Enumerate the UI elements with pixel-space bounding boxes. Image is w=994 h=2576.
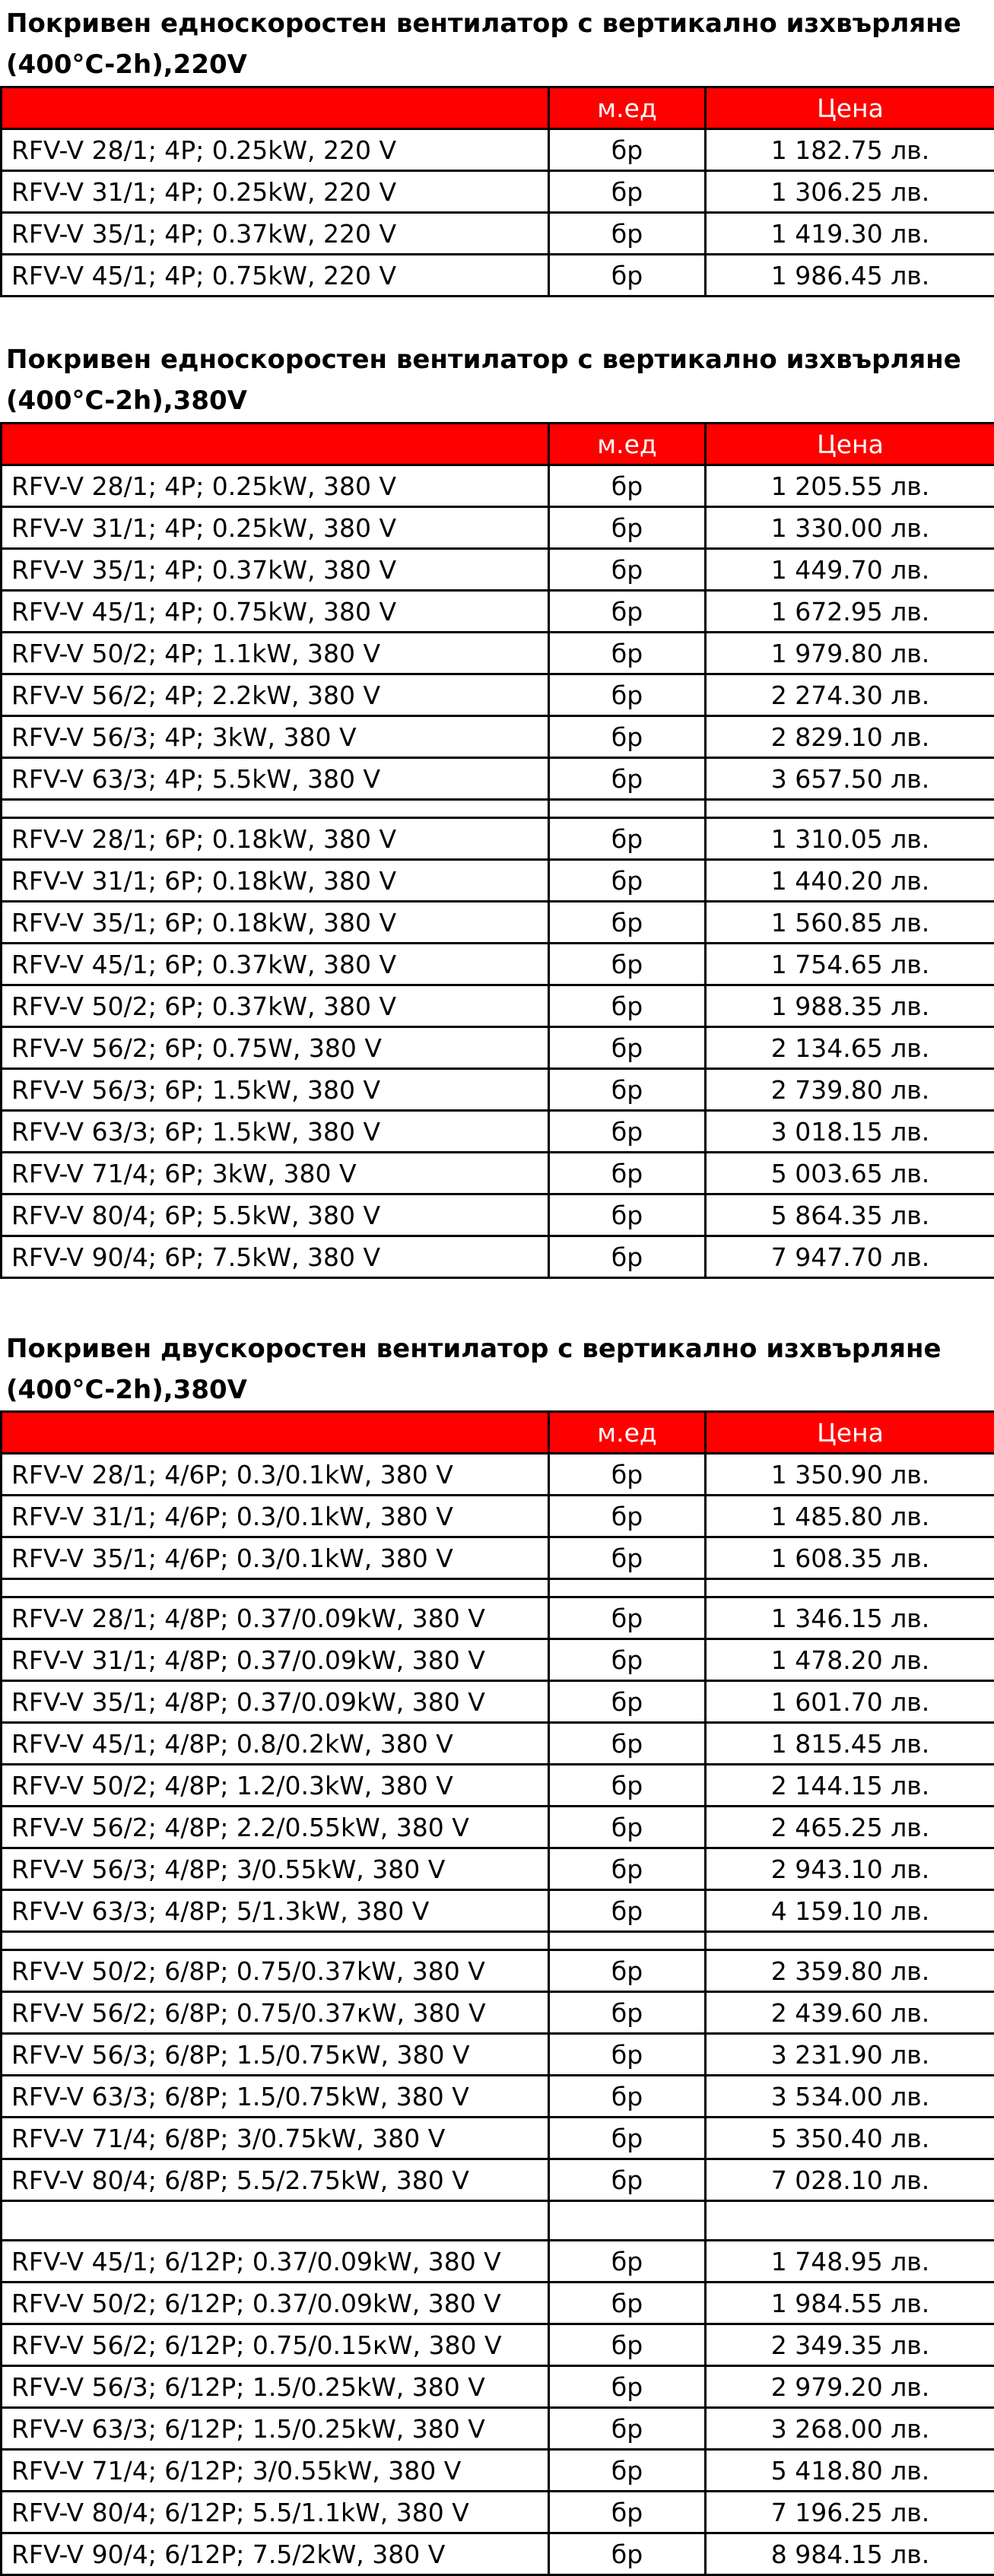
price-cell: 1 478.20 лв. <box>706 1639 994 1681</box>
product-name-cell: RFV-V 35/1; 4/8P; 0.37/0.09kW, 380 V <box>2 1681 549 1723</box>
unit-cell: бр <box>549 549 706 591</box>
price-cell: 1 350.90 лв. <box>706 1454 994 1496</box>
empty-cell <box>549 1579 706 1597</box>
unit-cell: бр <box>549 2118 706 2159</box>
product-name-cell: RFV-V 56/3; 6P; 1.5kW, 380 V <box>2 1069 549 1111</box>
unit-cell: бр <box>549 860 706 902</box>
price-cell: 1 672.95 лв. <box>706 591 994 633</box>
price-cell: 1 485.80 лв. <box>706 1496 994 1537</box>
price-cell: 1 330.00 лв. <box>706 507 994 549</box>
unit-cell: бр <box>549 2159 706 2201</box>
table-row <box>2 1111 994 1153</box>
product-name-cell: RFV-V 56/2; 4P; 2.2kW, 380 V <box>2 674 549 716</box>
product-name-cell: RFV-V 45/1; 4P; 0.75kW, 380 V <box>2 591 549 633</box>
table-row <box>2 1537 994 1579</box>
product-name-cell: RFV-V 50/2; 4P; 1.1kW, 380 V <box>2 633 549 674</box>
unit-cell: бр <box>549 944 706 985</box>
table-row <box>2 1723 994 1765</box>
unit-cell: бр <box>549 1639 706 1681</box>
table-row <box>2 716 994 758</box>
price-cell: 1 984.55 лв. <box>706 2283 994 2324</box>
price-cell: 2 144.15 лв. <box>706 1765 994 1807</box>
unit-cell: бр <box>549 1194 706 1236</box>
price-cell: 1 310.05 лв. <box>706 818 994 860</box>
table-row <box>2 1597 994 1639</box>
product-name-cell: RFV-V 56/3; 4P; 3kW, 380 V <box>2 716 549 758</box>
unit-cell: бр <box>549 2324 706 2366</box>
table-row <box>2 507 994 549</box>
table-row <box>2 591 994 633</box>
table-row <box>2 2366 994 2408</box>
table-row <box>2 902 994 944</box>
unit-cell: бр <box>549 1723 706 1765</box>
product-name-cell: RFV-V 80/4; 6/12P; 5.5/1.1kW, 380 V <box>2 2492 549 2533</box>
unit-cell: бр <box>549 2492 706 2533</box>
product-name-cell: RFV-V 45/1; 6P; 0.37kW, 380 V <box>2 944 549 985</box>
table-row <box>2 2324 994 2366</box>
section-title-1: Покривен едноскоростен вентилатор с вертикално изхвърляне (400°C-2h),220V <box>6 3 987 85</box>
table-row <box>2 1992 994 2034</box>
table-row <box>2 2450 994 2492</box>
price-cell: 1 754.65 лв. <box>706 944 994 985</box>
column-header-unit: м.ед <box>549 1412 706 1454</box>
product-name-cell: RFV-V 35/1; 4P; 0.37kW, 220 V <box>2 213 549 255</box>
unit-cell: бр <box>549 1597 706 1639</box>
unit-cell: бр <box>549 985 706 1027</box>
price-cell: 2 349.35 лв. <box>706 2324 994 2366</box>
empty-cell <box>2 2201 549 2241</box>
table-row <box>2 1069 994 1111</box>
table-row <box>2 2492 994 2533</box>
column-header-name <box>2 1412 549 1454</box>
unit-cell: бр <box>549 1950 706 1992</box>
product-name-cell: RFV-V 50/2; 6P; 0.37kW, 380 V <box>2 985 549 1027</box>
unit-cell: бр <box>549 1153 706 1194</box>
price-cell: 2 465.25 лв. <box>706 1807 994 1848</box>
price-cell: 7 947.70 лв. <box>706 1236 994 1278</box>
table-row <box>2 1950 994 1992</box>
product-name-cell: RFV-V 28/1; 4P; 0.25kW, 380 V <box>2 465 549 507</box>
price-cell: 1 306.25 лв. <box>706 171 994 213</box>
empty-cell <box>2 1579 549 1597</box>
column-header-name <box>2 87 549 129</box>
product-name-cell: RFV-V 56/3; 6/12P; 1.5/0.25kW, 380 V <box>2 2366 549 2408</box>
price-cell: 2 943.10 лв. <box>706 1848 994 1890</box>
empty-cell <box>706 1932 994 1950</box>
unit-cell: бр <box>549 2241 706 2283</box>
table-row <box>2 1236 994 1278</box>
price-cell: 1 449.70 лв. <box>706 549 994 591</box>
price-cell: 2 134.65 лв. <box>706 1027 994 1069</box>
table-row <box>2 2241 994 2283</box>
product-name-cell: RFV-V 28/1; 4/8P; 0.37/0.09kW, 380 V <box>2 1597 549 1639</box>
price-cell: 1 205.55 лв. <box>706 465 994 507</box>
product-name-cell: RFV-V 63/3; 6P; 1.5kW, 380 V <box>2 1111 549 1153</box>
unit-cell: бр <box>549 1807 706 1848</box>
price-table-body <box>2 1412 994 2575</box>
table-row <box>2 1496 994 1537</box>
table-row <box>2 860 994 902</box>
table-row <box>2 1194 994 1236</box>
unit-cell: бр <box>549 674 706 716</box>
unit-cell: бр <box>549 1236 706 1278</box>
unit-cell: бр <box>549 1069 706 1111</box>
unit-cell: бр <box>549 902 706 944</box>
column-header-price: Цена <box>706 87 994 129</box>
price-cell: 2 359.80 лв. <box>706 1950 994 1992</box>
table-row <box>2 2076 994 2118</box>
product-name-cell: RFV-V 80/4; 6/8P; 5.5/2.75kW, 380 V <box>2 2159 549 2201</box>
table-header-row <box>2 87 994 129</box>
unit-cell: бр <box>549 1848 706 1890</box>
price-cell: 2 979.20 лв. <box>706 2366 994 2408</box>
price-cell: 2 739.80 лв. <box>706 1069 994 1111</box>
product-name-cell: RFV-V 35/1; 4/6P; 0.3/0.1kW, 380 V <box>2 1537 549 1579</box>
empty-cell <box>549 1932 706 1950</box>
price-cell: 7 196.25 лв. <box>706 2492 994 2533</box>
table-row <box>2 213 994 255</box>
unit-cell: бр <box>549 2450 706 2492</box>
unit-cell: бр <box>549 171 706 213</box>
unit-cell: бр <box>549 2076 706 2118</box>
product-name-cell: RFV-V 56/2; 6/12P; 0.75/0.15кW, 380 V <box>2 2324 549 2366</box>
table-header-row <box>2 424 994 465</box>
table-row <box>2 1765 994 1807</box>
product-name-cell: RFV-V 63/3; 6/8P; 1.5/0.75kW, 380 V <box>2 2076 549 2118</box>
table-row <box>2 2159 994 2201</box>
price-cell: 1 986.45 лв. <box>706 255 994 297</box>
table-row <box>2 1454 994 1496</box>
unit-cell: бр <box>549 591 706 633</box>
table-row <box>2 1153 994 1194</box>
product-name-cell: RFV-V 28/1; 6P; 0.18kW, 380 V <box>2 818 549 860</box>
table-row <box>2 944 994 985</box>
unit-cell: бр <box>549 255 706 297</box>
price-cell: 1 419.30 лв. <box>706 213 994 255</box>
empty-cell <box>706 2201 994 2241</box>
price-cell: 1 560.85 лв. <box>706 902 994 944</box>
product-name-cell: RFV-V 71/4; 6/8P; 3/0.75kW, 380 V <box>2 2118 549 2159</box>
price-cell: 5 864.35 лв. <box>706 1194 994 1236</box>
price-cell: 1 988.35 лв. <box>706 985 994 1027</box>
price-cell: 5 350.40 лв. <box>706 2118 994 2159</box>
product-name-cell: RFV-V 31/1; 4P; 0.25kW, 220 V <box>2 171 549 213</box>
table-row <box>2 818 994 860</box>
price-cell: 3 657.50 лв. <box>706 758 994 800</box>
table-row <box>2 2034 994 2076</box>
unit-cell: бр <box>549 1890 706 1932</box>
table-row <box>2 1807 994 1848</box>
price-table-3 <box>0 1410 994 2576</box>
table-row <box>2 674 994 716</box>
product-name-cell: RFV-V 31/1; 4/8P; 0.37/0.09kW, 380 V <box>2 1639 549 1681</box>
unit-cell: бр <box>549 1537 706 1579</box>
price-table-1 <box>0 86 994 297</box>
product-name-cell: RFV-V 56/2; 6/8P; 0.75/0.37кW, 380 V <box>2 1992 549 2034</box>
unit-cell: бр <box>549 213 706 255</box>
price-table-body <box>2 87 994 297</box>
unit-cell: бр <box>549 716 706 758</box>
product-name-cell: RFV-V 80/4; 6P; 5.5kW, 380 V <box>2 1194 549 1236</box>
table-row <box>2 171 994 213</box>
product-name-cell: RFV-V 45/1; 4/8P; 0.8/0.2kW, 380 V <box>2 1723 549 1765</box>
unit-cell: бр <box>549 465 706 507</box>
unit-cell: бр <box>549 758 706 800</box>
product-name-cell: RFV-V 50/2; 6/8P; 0.75/0.37kW, 380 V <box>2 1950 549 1992</box>
price-cell: 1 979.80 лв. <box>706 633 994 674</box>
unit-cell: бр <box>549 1992 706 2034</box>
table-header-row <box>2 1412 994 1454</box>
table-row <box>2 1681 994 1723</box>
price-cell: 7 028.10 лв. <box>706 2159 994 2201</box>
table-row <box>2 1639 994 1681</box>
unit-cell: бр <box>549 818 706 860</box>
section-title-3: Покривен двускоростен вентилатор с вертикално изхвърляне (400°C-2h),380V <box>6 1328 987 1410</box>
table-row <box>2 2283 994 2324</box>
product-name-cell: RFV-V 28/1; 4/6P; 0.3/0.1kW, 380 V <box>2 1454 549 1496</box>
product-name-cell: RFV-V 50/2; 4/8P; 1.2/0.3kW, 380 V <box>2 1765 549 1807</box>
empty-cell <box>549 2201 706 2241</box>
price-cell: 1 601.70 лв. <box>706 1681 994 1723</box>
product-name-cell: RFV-V 31/1; 6P; 0.18kW, 380 V <box>2 860 549 902</box>
empty-cell <box>706 1579 994 1597</box>
product-name-cell: RFV-V 56/2; 4/8P; 2.2/0.55kW, 380 V <box>2 1807 549 1848</box>
price-table-body <box>2 424 994 1278</box>
table-row <box>2 549 994 591</box>
separator-row <box>2 800 994 818</box>
product-name-cell: RFV-V 45/1; 6/12P; 0.37/0.09kW, 380 V <box>2 2241 549 2283</box>
table-row <box>2 255 994 297</box>
price-cell: 1 346.15 лв. <box>706 1597 994 1639</box>
price-cell: 2 829.10 лв. <box>706 716 994 758</box>
section-title-2: Покривен едноскоростен вентилатор с вертикално изхвърляне (400°C-2h),380V <box>6 339 987 421</box>
price-cell: 1 748.95 лв. <box>706 2241 994 2283</box>
table-row <box>2 1027 994 1069</box>
price-table-2 <box>0 422 994 1279</box>
price-cell: 3 268.00 лв. <box>706 2408 994 2450</box>
product-name-cell: RFV-V 31/1; 4/6P; 0.3/0.1kW, 380 V <box>2 1496 549 1537</box>
separator-row <box>2 1579 994 1597</box>
unit-cell: бр <box>549 2366 706 2408</box>
price-cell: 1 815.45 лв. <box>706 1723 994 1765</box>
table-row <box>2 985 994 1027</box>
price-cell: 1 608.35 лв. <box>706 1537 994 1579</box>
separator-row <box>2 1932 994 1950</box>
product-name-cell: RFV-V 35/1; 4P; 0.37kW, 380 V <box>2 549 549 591</box>
unit-cell: бр <box>549 1027 706 1069</box>
product-name-cell: RFV-V 90/4; 6/12P; 7.5/2kW, 380 V <box>2 2533 549 2575</box>
unit-cell: бр <box>549 1454 706 1496</box>
price-cell: 2 439.60 лв. <box>706 1992 994 2034</box>
empty-cell <box>2 800 549 818</box>
price-cell: 1 182.75 лв. <box>706 129 994 171</box>
price-cell: 3 018.15 лв. <box>706 1111 994 1153</box>
product-name-cell: RFV-V 56/2; 6P; 0.75W, 380 V <box>2 1027 549 1069</box>
unit-cell: бр <box>549 1681 706 1723</box>
product-name-cell: RFV-V 63/3; 4/8P; 5/1.3kW, 380 V <box>2 1890 549 1932</box>
price-cell: 3 231.90 лв. <box>706 2034 994 2076</box>
column-header-name <box>2 424 549 465</box>
product-name-cell: RFV-V 63/3; 6/12P; 1.5/0.25kW, 380 V <box>2 2408 549 2450</box>
unit-cell: бр <box>549 2034 706 2076</box>
price-cell: 5 418.80 лв. <box>706 2450 994 2492</box>
column-header-price: Цена <box>706 424 994 465</box>
table-row <box>2 465 994 507</box>
price-cell: 4 159.10 лв. <box>706 1890 994 1932</box>
unit-cell: бр <box>549 2533 706 2575</box>
column-header-price: Цена <box>706 1412 994 1454</box>
product-name-cell: RFV-V 90/4; 6P; 7.5kW, 380 V <box>2 1236 549 1278</box>
table-row <box>2 1848 994 1890</box>
table-row <box>2 2408 994 2450</box>
empty-cell <box>2 1932 549 1950</box>
empty-cell <box>706 800 994 818</box>
product-name-cell: RFV-V 35/1; 6P; 0.18kW, 380 V <box>2 902 549 944</box>
unit-cell: бр <box>549 129 706 171</box>
table-row <box>2 758 994 800</box>
unit-cell: бр <box>549 1496 706 1537</box>
unit-cell: бр <box>549 633 706 674</box>
unit-cell: бр <box>549 2283 706 2324</box>
table-row <box>2 1890 994 1932</box>
table-row <box>2 2118 994 2159</box>
price-cell: 1 440.20 лв. <box>706 860 994 902</box>
unit-cell: бр <box>549 1765 706 1807</box>
product-name-cell: RFV-V 45/1; 4P; 0.75kW, 220 V <box>2 255 549 297</box>
price-cell: 2 274.30 лв. <box>706 674 994 716</box>
product-name-cell: RFV-V 71/4; 6/12P; 3/0.55kW, 380 V <box>2 2450 549 2492</box>
table-row <box>2 2533 994 2575</box>
product-name-cell: RFV-V 63/3; 4P; 5.5kW, 380 V <box>2 758 549 800</box>
separator-row <box>2 2201 994 2241</box>
table-row <box>2 129 994 171</box>
product-name-cell: RFV-V 28/1; 4P; 0.25kW, 220 V <box>2 129 549 171</box>
product-name-cell: RFV-V 56/3; 4/8P; 3/0.55kW, 380 V <box>2 1848 549 1890</box>
unit-cell: бр <box>549 1111 706 1153</box>
unit-cell: бр <box>549 2408 706 2450</box>
product-name-cell: RFV-V 56/3; 6/8P; 1.5/0.75кW, 380 V <box>2 2034 549 2076</box>
price-cell: 8 984.15 лв. <box>706 2533 994 2575</box>
column-header-unit: м.ед <box>549 424 706 465</box>
price-cell: 5 003.65 лв. <box>706 1153 994 1194</box>
product-name-cell: RFV-V 31/1; 4P; 0.25kW, 380 V <box>2 507 549 549</box>
empty-cell <box>549 800 706 818</box>
product-name-cell: RFV-V 71/4; 6P; 3kW, 380 V <box>2 1153 549 1194</box>
unit-cell: бр <box>549 507 706 549</box>
table-row <box>2 633 994 674</box>
column-header-unit: м.ед <box>549 87 706 129</box>
price-cell: 3 534.00 лв. <box>706 2076 994 2118</box>
product-name-cell: RFV-V 50/2; 6/12P; 0.37/0.09kW, 380 V <box>2 2283 549 2324</box>
